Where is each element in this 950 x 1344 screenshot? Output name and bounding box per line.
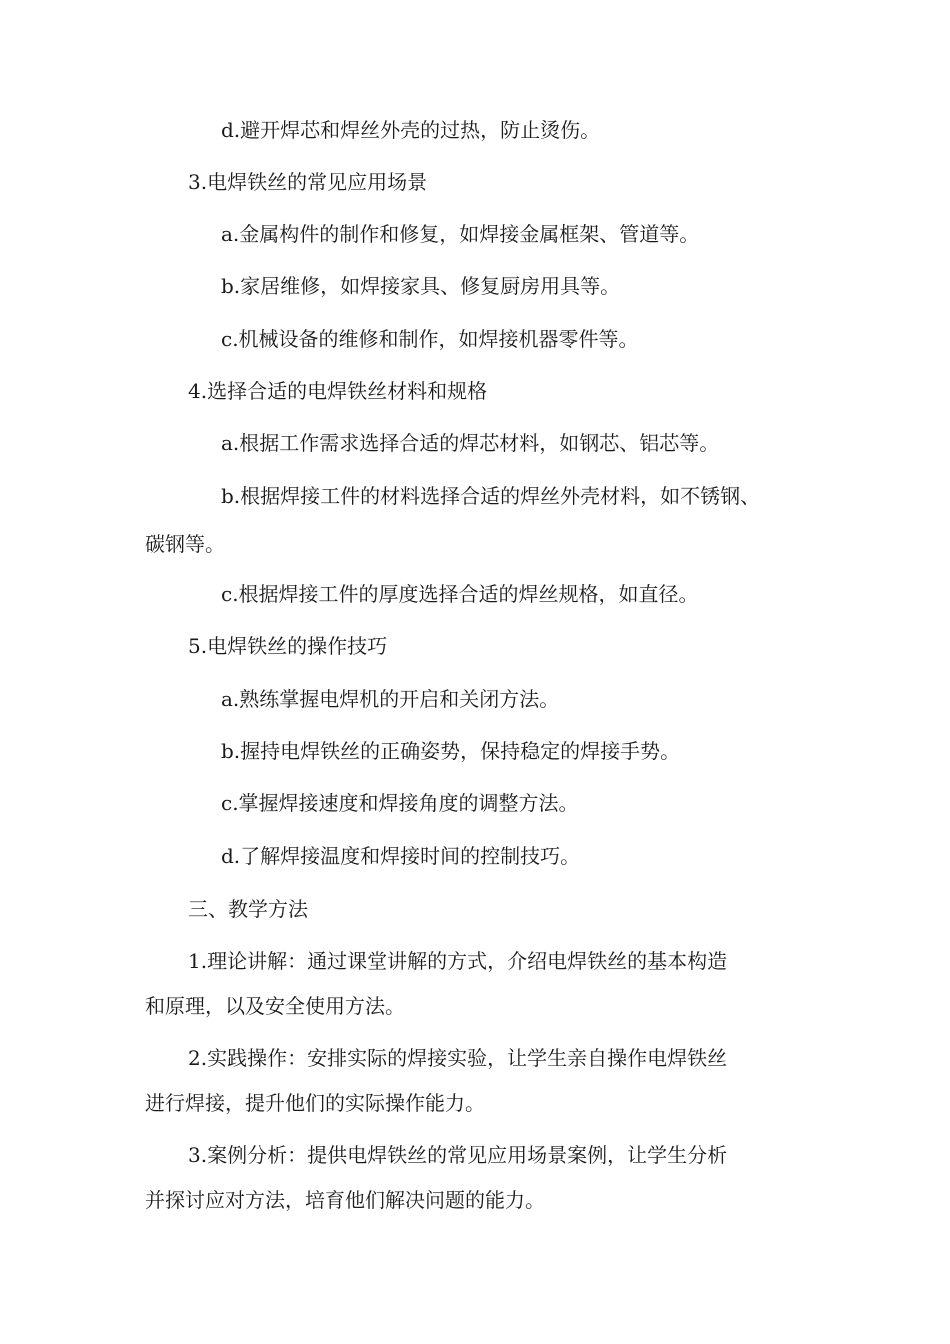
list-item: b.握持电焊铁丝的正确姿势，保持稳定的焊接手势。 — [221, 739, 681, 763]
paragraph-line: 2.实践操作：安排实际的焊接实验，让学生亲自操作电焊铁丝 — [188, 1046, 728, 1070]
paragraph-line: 1.理论讲解：通过课堂讲解的方式，介绍电焊铁丝的基本构造 — [188, 949, 728, 973]
paragraph-line: 和原理，以及安全使用方法。 — [145, 994, 405, 1018]
list-item: c.根据焊接工件的厚度选择合适的焊丝规格，如直径。 — [221, 582, 699, 606]
list-item: a.金属构件的制作和修复，如焊接金属框架、管道等。 — [221, 222, 700, 246]
paragraph-line: 3.案例分析：提供电焊铁丝的常见应用场景案例，让学生分析 — [188, 1143, 728, 1167]
list-item: b.根据焊接工件的材料选择合适的焊丝外壳材料，如不锈钢、 — [221, 484, 761, 508]
list-item: a.熟练掌握电焊机的开启和关闭方法。 — [221, 687, 560, 711]
chapter-heading: 三、教学方法 — [188, 897, 308, 921]
list-item: b.家居维修，如焊接家具、修复厨房用具等。 — [221, 274, 621, 298]
section-heading: 5.电焊铁丝的操作技巧 — [188, 634, 388, 658]
list-item: c.机械设备的维修和制作，如焊接机器零件等。 — [221, 327, 639, 351]
list-item-continuation: 碳钢等。 — [145, 532, 225, 556]
list-item: d.了解焊接温度和焊接时间的控制技巧。 — [221, 844, 581, 868]
paragraph-line: 并探讨应对方法，培育他们解决问题的能力。 — [145, 1188, 545, 1212]
list-item: c.掌握焊接速度和焊接角度的调整方法。 — [221, 791, 579, 815]
section-heading: 3.电焊铁丝的常见应用场景 — [188, 170, 428, 194]
list-item: a.根据工作需求选择合适的焊芯材料，如钢芯、铝芯等。 — [221, 431, 720, 455]
section-heading: 4.选择合适的电焊铁丝材料和规格 — [188, 379, 488, 403]
list-item: d.避开焊芯和焊丝外壳的过热，防止烫伤。 — [221, 118, 601, 142]
paragraph-line: 进行焊接，提升他们的实际操作能力。 — [145, 1091, 485, 1115]
